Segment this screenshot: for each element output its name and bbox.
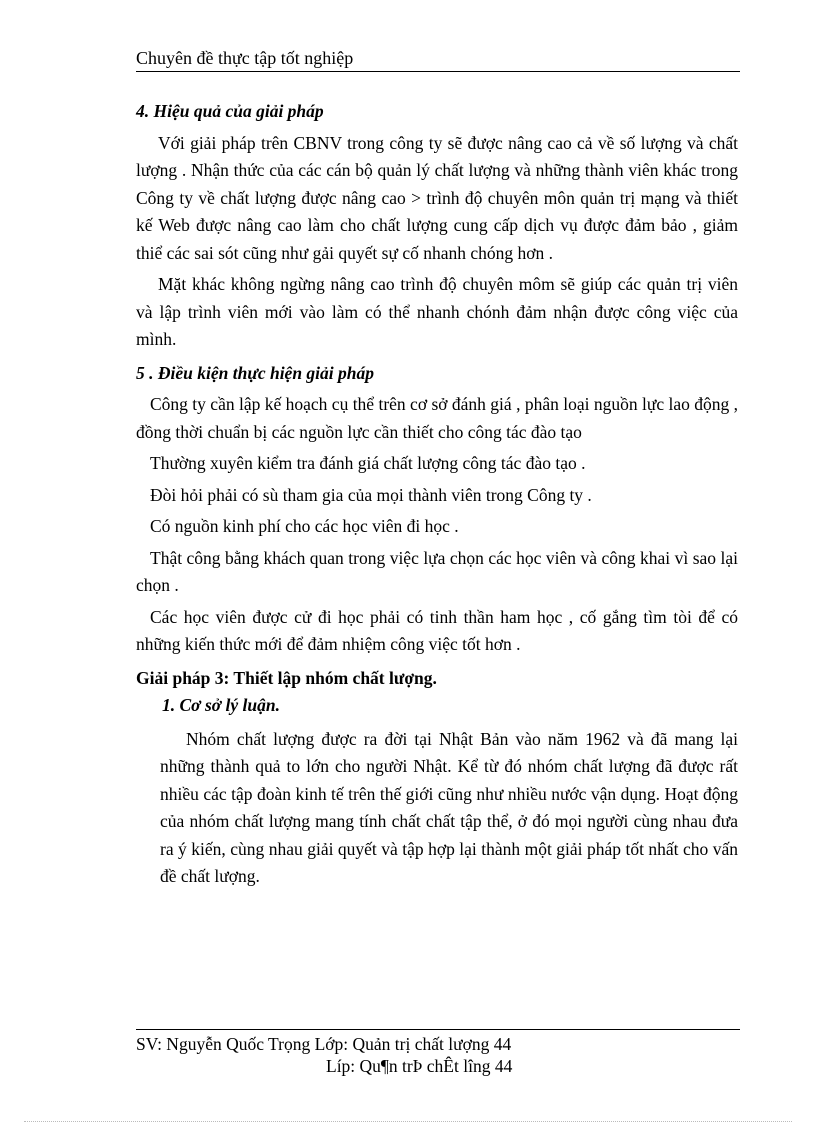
solution-3-subheading: 1. Cơ sở lý luận. <box>162 695 280 715</box>
page-bottom-dotted-line <box>24 1121 792 1122</box>
section-5-heading: 5 . Điều kiện thực hiện giải pháp <box>136 362 375 383</box>
section-5-paragraph-4: Có nguồn kinh phí cho các học viên đi học . <box>150 516 459 536</box>
document-body <box>136 98 738 891</box>
section-5-paragraph-2: Thường xuyên kiểm tra đánh giá chất lượng công tác đào tạo . <box>150 453 586 473</box>
section-5-paragraph-1: Công ty cần lập kế hoạch cụ thể trên cơ sở đánh giá , phân loại nguồn lực lao động , đồng thời chuẩn bị các nguồn lực cần thiết cho công tác đào tạo <box>136 394 738 442</box>
section-4-paragraph-1: Với giải pháp trên CBNV trong công ty sẽ được nâng cao cả về số lượng và chất lượng . Nhận thức của các cán bộ quản lý chất lượng và những thành viên khác trong Công ty về chất lượng được nâng cao > trình độ chuyên môn quản trị mạng và thiết kế Web được nâng cao làm cho chất lượng cung cấp dịch vụ được đảm bảo , giảm thiể các sai sót cũng như gải quyết sự cố nhanh chóng hơn . <box>136 132 738 263</box>
footer-student-line: SV: Nguyễn Quốc Trọng Lớp: Quản trị chất lượng 44 <box>136 1034 512 1054</box>
header-divider <box>136 71 740 72</box>
section-5-paragraph-5: Thật công bằng khách quan trong việc lựa chọn các học viên và công khai vì sao lại chọn . <box>136 547 738 595</box>
solution-3-subsection <box>136 692 738 891</box>
footer-class-line: Líp: Qu¶n trÞ chÊt lîng 44 <box>326 1056 513 1076</box>
section-4-paragraph-2: Mặt khác không ngừng nâng cao trình độ chuyên môm sẽ giúp các quản trị viên và lập trình viên mới vào làm có thể nhanh chónh đảm nhận được công việc của mình. <box>136 274 738 349</box>
page-header-title: Chuyên đề thực tập tốt nghiệp <box>136 48 354 68</box>
footer-divider <box>136 1029 740 1030</box>
solution-3-heading: Giải pháp 3: Thiết lập nhóm chất lượng. <box>136 667 437 688</box>
section-4-heading: 4. Hiệu quả của giải pháp <box>136 101 324 121</box>
section-5-paragraph-6: Các học viên được cử đi học phải có tinh thần ham học , cố gắng tìm tòi để có những kiến thức mới để đảm nhiệm công việc tốt hơn . <box>136 606 738 654</box>
section-5-paragraph-3: Đòi hỏi phải có sù tham gia của mọi thành viên trong Công ty . <box>150 484 592 505</box>
solution-3-paragraph-1: Nhóm chất lượng được ra đời tại Nhật Bản vào năm 1962 và đã mang lại những thành quả to lớn cho người Nhật. Kể từ đó nhóm chất lượng đã được rất nhiều các tập đoàn kinh tế trên thế giới cũng như nhiều nước vận dụng. Hoạt động của nhóm chất lượng mang tính chất chất tập thể, ở đó mọi người cùng nhau đưa ra ý kiến, cùng nhau giải quyết và tập hợp lại thành một giải pháp tốt nhất cho vấn đề chất lượng. <box>160 728 738 886</box>
